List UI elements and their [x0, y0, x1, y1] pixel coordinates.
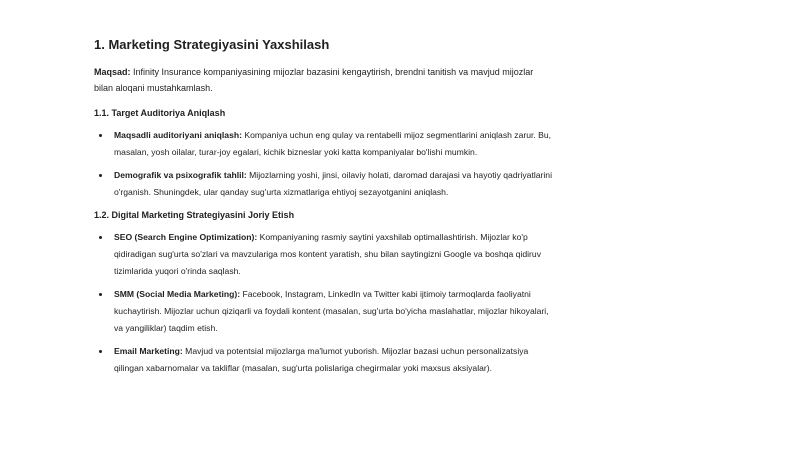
- list-item: [94, 286, 554, 337]
- bullet-icon: [99, 134, 102, 137]
- bullet-icon: [99, 236, 102, 239]
- list-item: [94, 127, 554, 161]
- list-item-text: Kompaniyaning rasmiy saytini yaxshilab optimallashtirish. Mijozlar ko'p qidiradigan sug'urta so'zlari va mavzulariga mos kontent yaratish, shu bilan saytingizni Google va boshqa qidiruv tizimlarida yuqori o'rinda saqlash.: [114, 232, 541, 276]
- bullet-icon: [99, 350, 102, 353]
- list-item-label: Email Marketing:: [114, 346, 183, 356]
- target-audience-list: [94, 127, 554, 201]
- list-item-label: SMM (Social Media Marketing):: [114, 289, 241, 299]
- bullet-icon: [99, 174, 102, 177]
- intro-paragraph: [94, 64, 554, 96]
- intro-text: Infinity Insurance kompaniyasining mijozlar bazasini kengaytirish, brendni tanitish va mavjud mijozlar bilan aloqani mustahkamlash.: [94, 67, 534, 93]
- section-heading-digital-marketing: 1.2. Digital Marketing Strategiyasini Joriy Etish: [94, 210, 295, 220]
- digital-marketing-list: [94, 229, 554, 377]
- document-body: [94, 30, 554, 383]
- section-heading-target-audience: 1.1. Target Auditoriya Aniqlash: [94, 108, 226, 118]
- list-item: [94, 167, 554, 201]
- page-title: 1. Marketing Strategiyasini Yaxshilash: [94, 37, 330, 52]
- list-item-text: Mavjud va potentsial mijozlarga ma'lumot yuborish. Mijozlar bazasi uchun personalizatsiya qilingan xabarnomalar va takliflar (masalan, sug'urta polislariga chegirmalar yoki maxsus aksiyalar).: [114, 346, 529, 373]
- list-item-label: Maqsadli auditoriyani aniqlash:: [114, 130, 242, 140]
- intro-label: Maqsad:: [94, 67, 131, 77]
- bullet-icon: [99, 293, 102, 296]
- list-item-text: Facebook, Instagram, LinkedIn va Twitter kabi ijtimoiy tarmoqlarda faoliyatni kuchaytirish. Mijozlar uchun qiziqarli va foydali kontent (masalan, sug'urta bo'yicha maslahatlar, mijozlar hikoyalari, va yangiliklar) taqdim etish.: [114, 289, 549, 333]
- list-item-label: SEO (Search Engine Optimization):: [114, 232, 258, 242]
- list-item: [94, 343, 554, 377]
- list-item-text: Kompaniya uchun eng qulay va rentabelli mijoz segmentlarini aniqlash zarur. Bu, masalan, yosh oilalar, turar-joy egalari, kichik bizneslar yoki katta kompaniyalar bo'lishi mumkin.: [114, 130, 552, 157]
- list-item-label: Demografik va psixografik tahlil:: [114, 170, 247, 180]
- list-item: [94, 229, 554, 280]
- list-item-text: Mijozlarning yoshi, jinsi, oilaviy holati, daromad darajasi va hayotiy qadriyatlarini o'rganish. Shuningdek, ular qanday sug'urta xizmatlariga ehtiyoj sezayotganini aniqlash.: [114, 170, 552, 197]
